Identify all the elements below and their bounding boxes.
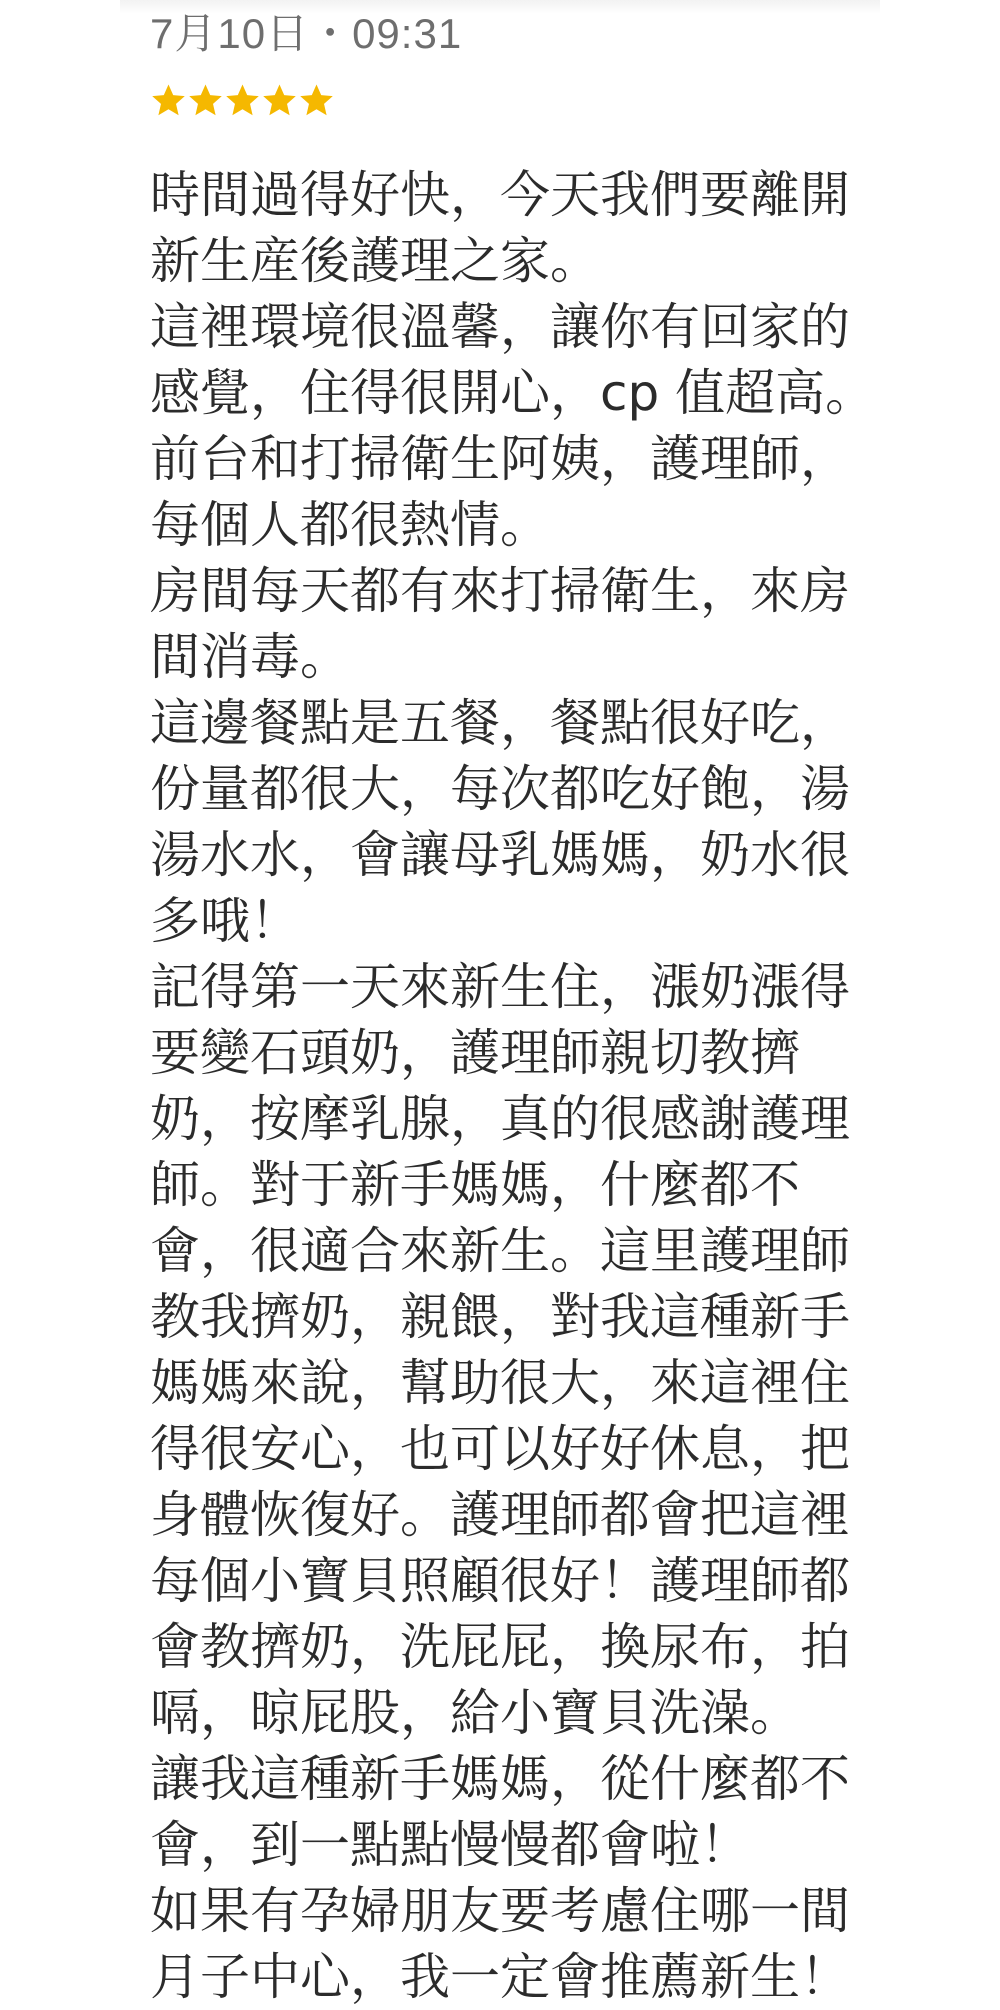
- review-text-line: 這邊餐點是五餐，餐點很好吃，: [150, 694, 850, 752]
- star-icon: [298, 82, 335, 119]
- review-text-line: 湯水水，會讓母乳媽媽，奶水很: [150, 826, 850, 884]
- review-text-line: 多哦！: [150, 892, 300, 950]
- review-text-line: 身體恢復好。護理師都會把這裡: [150, 1486, 850, 1544]
- star-icon: [224, 82, 261, 119]
- review-text-line: 感覺，住得很開心，cp 值超高。: [150, 364, 876, 422]
- review-text-line: 時間過得好快，今天我們要離開: [150, 166, 850, 224]
- review-text-line: 房間每天都有來打掃衛生，來房: [150, 562, 850, 620]
- review-text-line: 間消毒。: [150, 628, 350, 686]
- star-rating: [150, 82, 335, 119]
- review-text-line: 每個人都很熱情。: [150, 496, 550, 554]
- review-text-line: 份量都很大，每次都吃好飽，湯: [150, 760, 850, 818]
- review-date: 7月10日・09:31: [150, 10, 463, 57]
- star-icon: [187, 82, 224, 119]
- star-icon: [150, 82, 187, 119]
- review-text-line: 師。對于新手媽媽，什麼都不: [150, 1156, 800, 1214]
- review-text-line: 月子中心，我一定會推薦新生！: [150, 1948, 850, 2006]
- review-text-line: 讓我這種新手媽媽，從什麼都不: [150, 1750, 850, 1808]
- review-text-line: 會，到一點點慢慢都會啦！: [150, 1816, 750, 1874]
- review-text-line: 要變石頭奶，護理師親切教擠: [150, 1024, 800, 1082]
- review-text-line: 嗝，晾屁股，給小寶貝洗澡。: [150, 1684, 800, 1742]
- review-text-line: 這裡環境很溫馨，讓你有回家的: [150, 298, 850, 356]
- review-text-line: 每個小寶貝照顧很好！護理師都: [150, 1552, 850, 1610]
- review-text-line: 教我擠奶，親餵，對我這種新手: [150, 1288, 850, 1346]
- review-text-line: 會教擠奶，洗屁屁，換尿布，拍: [150, 1618, 850, 1676]
- review-text: [150, 162, 876, 2010]
- review-text-line: 奶，按摩乳腺，真的很感謝護理: [150, 1090, 850, 1148]
- review-text-line: 前台和打掃衛生阿姨，護理師，: [150, 430, 850, 488]
- review-text-line: 新生産後護理之家。: [150, 232, 600, 290]
- review-text-line: 得很安心，也可以好好休息，把: [150, 1420, 850, 1478]
- star-icon: [261, 82, 298, 119]
- review-text-line: 記得第一天來新生住，漲奶漲得: [150, 958, 850, 1016]
- review-text-line: 媽媽來說，幫助很大，來這裡住: [150, 1354, 850, 1412]
- review-text-line: 如果有孕婦朋友要考慮住哪一間: [150, 1882, 850, 1940]
- review-text-line: 會，很適合來新生。這里護理師: [150, 1222, 850, 1280]
